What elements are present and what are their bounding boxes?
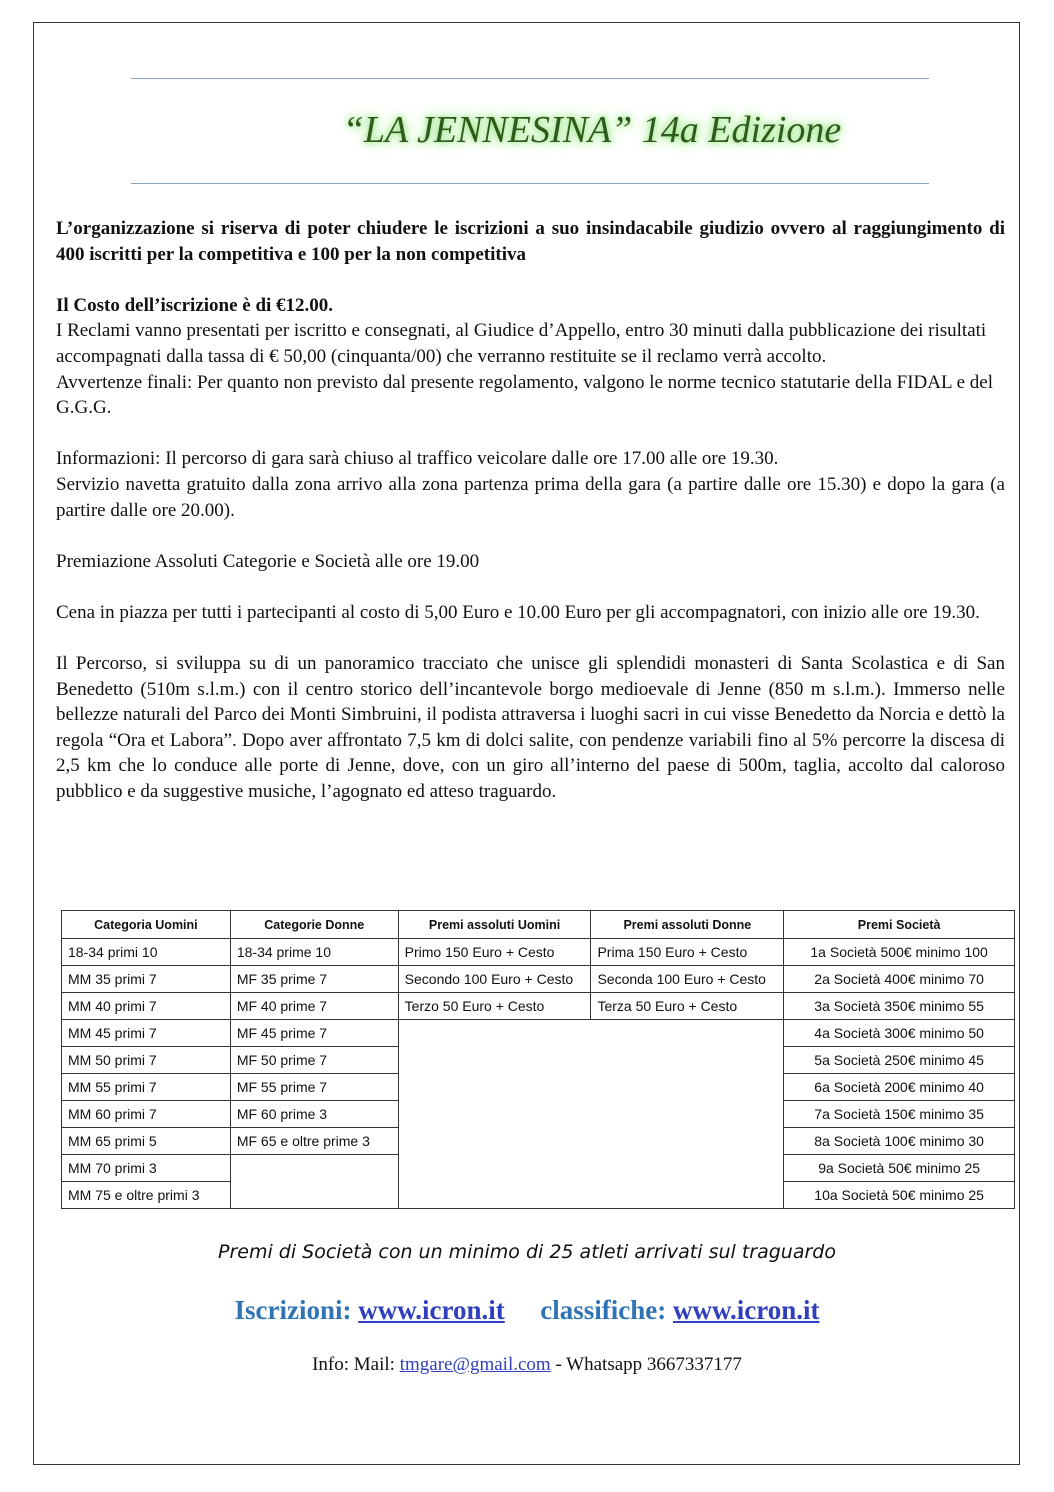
table-row [62, 939, 1015, 966]
empty-women-cell [230, 1155, 398, 1209]
prizes-table [61, 910, 1015, 1209]
registration-links [0, 1295, 1054, 1326]
club-prize-cell: 6a Società 200€ minimo 40 [784, 1074, 1015, 1101]
men-category-cell: MM 70 primi 3 [62, 1155, 231, 1182]
title-rule-top [131, 78, 929, 79]
men-category-cell: 18-34 primi 10 [62, 939, 231, 966]
club-prize-cell: 1a Società 500€ minimo 100 [784, 939, 1015, 966]
club-prize-cell: 4a Società 300€ minimo 50 [784, 1020, 1015, 1047]
title-rule-bottom [131, 183, 929, 184]
women-category-cell: MF 45 prime 7 [230, 1020, 398, 1047]
club-prize-note: Premi di Società con un minimo di 25 atleti arrivati sul traguardo [218, 1241, 836, 1263]
shuttle-paragraph: Servizio navetta gratuito dalla zona arrivo alla zona partenza prima della gara (a partire dalle ore 15.30) e dopo la gara (a partire dalle ore 20.00). [56, 473, 1005, 521]
men-category-cell: MM 45 primi 7 [62, 1020, 231, 1047]
women-overall-prize-cell: Terza 50 Euro + Cesto [591, 993, 784, 1020]
table-header-row [62, 911, 1015, 939]
women-category-cell: 18-34 prime 10 [230, 939, 398, 966]
men-category-cell: MM 60 primi 7 [62, 1101, 231, 1128]
men-overall-prize-cell: Secondo 100 Euro + Cesto [398, 966, 591, 993]
club-prize-cell: 3a Società 350€ minimo 55 [784, 993, 1015, 1020]
page-title: “LA JENNESINA” 14a Edizione [342, 109, 842, 151]
women-category-cell: MF 40 prime 7 [230, 993, 398, 1020]
complaints-paragraph: I Reclami vanno presentati per iscritto e consegnati, al Giudice d’Appello, entro 30 minuti dalla pubblicazione dei risultati accompagnati dalla tassa di € 50,00 (cinquanta/00) che verranno restituite se il reclamo verrà accolto. [56, 320, 987, 367]
men-category-cell: MM 75 e oltre primi 3 [62, 1182, 231, 1209]
women-category-cell: MF 55 prime 7 [230, 1074, 398, 1101]
awards-time-paragraph: Premiazione Assoluti Categorie e Società alle ore 19.00 [56, 550, 480, 572]
column-header: Premi assoluti Uomini [398, 911, 591, 939]
information-paragraph: Informazioni: Il percorso di gara sarà chiuso al traffico veicolare dalle ore 17.00 alle ore 19.30. [56, 448, 779, 470]
column-header: Premi Società [784, 911, 1015, 939]
club-prize-cell: 5a Società 250€ minimo 45 [784, 1047, 1015, 1074]
contact-info [0, 1354, 1054, 1376]
rankings-link[interactable]: www.icron.it [672, 1295, 820, 1325]
club-prize-cell: 2a Società 400€ minimo 70 [784, 966, 1015, 993]
table-row [62, 966, 1015, 993]
registration-label: Iscrizioni: [234, 1295, 352, 1325]
registration-link[interactable]: www.icron.it [358, 1295, 505, 1325]
info-prefix: Info: Mail: [312, 1354, 395, 1375]
men-category-cell: MM 40 primi 7 [62, 993, 231, 1020]
registration-cost: Il Costo dell’iscrizione è di €12.00. [56, 294, 334, 316]
club-prize-cell: 10a Società 50€ minimo 25 [784, 1182, 1015, 1209]
men-overall-prize-cell: Primo 150 Euro + Cesto [398, 939, 591, 966]
club-prize-cell: 7a Società 150€ minimo 35 [784, 1101, 1015, 1128]
men-category-cell: MM 35 primi 7 [62, 966, 231, 993]
dinner-paragraph: Cena in piazza per tutti i partecipanti al costo di 5,00 Euro e 10.00 Euro per gli accompagnatori, con inizio alle ore 19.30. [56, 601, 980, 623]
course-paragraph: Il Percorso, si sviluppa su di un panoramico tracciato che unisce gli splendidi monasteri di Santa Scolastica e di San Benedetto (510m s.l.m.) con il centro storico dell’incantevole borgo medioevale di Jenne (850 m s.l.m.). Immerso nelle bellezze naturali del Parco dei Monti Simbruini, il podista attraversa i luoghi sacri in cui visse Benedetto da Norcia e dettò la regola “Ora et Labora”. Dopo aver affrontato 7,5 km di dolci salite, con pendenze variabili fino al 5% percorre la discesa di 2,5 km che lo conduce alle porte di Jenne, dove, con un giro all’interno del paese di 500m, taglia, accolto dal caloroso pubblico e da suggestive musiche, l’agognato ed atteso traguardo. [56, 653, 1005, 803]
women-category-cell: MF 35 prime 7 [230, 966, 398, 993]
women-category-cell: MF 65 e oltre prime 3 [230, 1128, 398, 1155]
table-row [62, 1020, 1015, 1047]
women-category-cell: MF 60 prime 3 [230, 1101, 398, 1128]
table-row [62, 993, 1015, 1020]
men-overall-prize-cell: Terzo 50 Euro + Cesto [398, 993, 591, 1020]
men-category-cell: MM 65 primi 5 [62, 1128, 231, 1155]
column-header: Categoria Uomini [62, 911, 231, 939]
rankings-label: classifiche: [540, 1295, 667, 1325]
men-category-cell: MM 55 primi 7 [62, 1074, 231, 1101]
column-header: Categorie Donne [230, 911, 398, 939]
women-category-cell: MF 50 prime 7 [230, 1047, 398, 1074]
regulation-text [56, 216, 1005, 805]
registration-limit-paragraph: L’organizzazione si riserva di poter chiudere le iscrizioni a suo insindacabile giudizio ovvero al raggiungimento di 400 iscritti per la competitiva e 100 per la non competitiva [56, 218, 1005, 265]
club-prize-cell: 9a Società 50€ minimo 25 [784, 1155, 1015, 1182]
women-overall-prize-cell: Prima 150 Euro + Cesto [591, 939, 784, 966]
column-header: Premi assoluti Donne [591, 911, 784, 939]
final-notes-paragraph: Avvertenze finali: Per quanto non previsto dal presente regolamento, valgono le norme tecnico statutarie della FIDAL e del G.G.G. [56, 371, 994, 419]
women-overall-prize-cell: Seconda 100 Euro + Cesto [591, 966, 784, 993]
club-prize-cell: 8a Società 100€ minimo 30 [784, 1128, 1015, 1155]
email-link[interactable]: tmgare@gmail.com [399, 1354, 551, 1375]
info-suffix: - Whatsapp 3667337177 [555, 1354, 742, 1375]
empty-merged-cell [398, 1020, 784, 1209]
men-category-cell: MM 50 primi 7 [62, 1047, 231, 1074]
